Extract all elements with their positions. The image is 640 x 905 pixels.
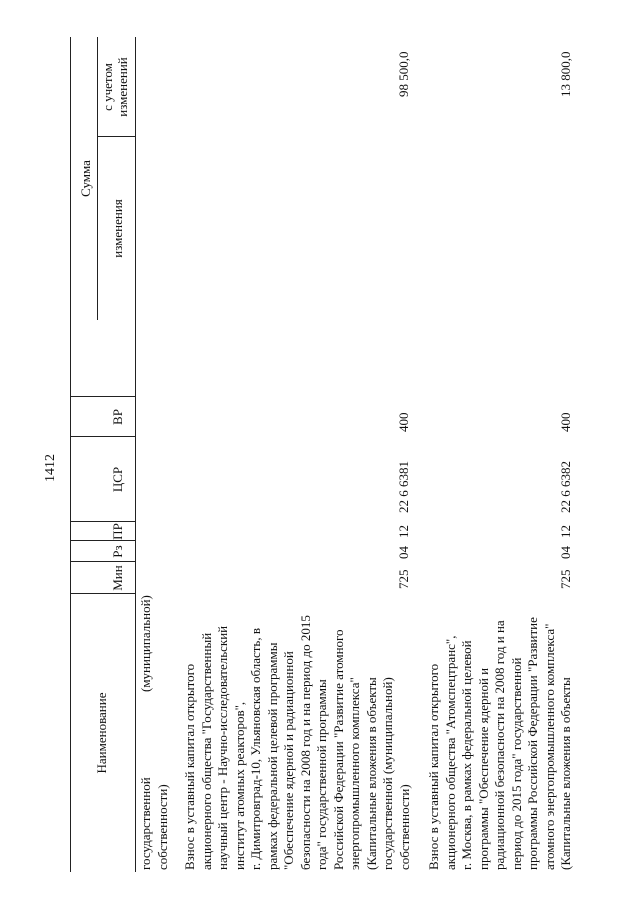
rotated-table-page	[40, 22, 600, 882]
carry-over-line2: собственности)	[155, 784, 170, 870]
row2-line: программы Российской Федерации "Развитие	[525, 617, 540, 870]
row1-min: 725	[396, 569, 411, 589]
sum-subheader-line	[97, 37, 98, 320]
row2-rz: 04	[558, 546, 573, 559]
carry-over-line1-b: (муниципальной)	[138, 595, 153, 692]
header-sum: Сумма	[78, 160, 93, 197]
row1-line: года" государственной программы	[314, 679, 329, 870]
row1-line: г. Димитровград-10, Ульяновская область, в	[248, 627, 263, 870]
row2-line: программы "Обеспечение ядерной и	[475, 667, 491, 870]
row1-vr: 400	[396, 412, 411, 432]
row1-line: институт атомных реакторов",	[231, 701, 247, 870]
table-row-1-name	[182, 595, 413, 870]
row1-line: акционерного общества "Государственный	[198, 632, 214, 870]
header-csr: ЦСР	[110, 466, 125, 493]
row2-min: 725	[558, 569, 573, 589]
row1-line: Российской Федерации "Развитие атомного	[330, 629, 346, 870]
row2-line: г. Москва, в рамках федеральной целевой	[459, 640, 474, 870]
row2-line: период до 2015 года" государственной	[508, 657, 524, 870]
row1-pr: 12	[396, 525, 411, 538]
row1-line: собственности)	[396, 784, 412, 870]
row1-line: безопасности на 2008 год и на период до 2015	[297, 615, 313, 870]
header-rz: Рз	[110, 545, 125, 558]
row2-pr: 12	[558, 525, 573, 538]
header-changes: изменения	[110, 199, 125, 258]
header-with-changes-1: с учетом	[100, 63, 115, 111]
header-pr: ПР	[110, 523, 125, 540]
row2-line: акционерного общества "Атомспецтранс",	[442, 635, 458, 870]
row1-line: Взнос в уставный капитал открытого	[182, 663, 197, 870]
row1-line: энергопромышленного комплекса"	[347, 677, 362, 870]
header-min: Мин	[110, 565, 125, 591]
row1-line: государственной (муниципальной)	[380, 677, 395, 870]
row2-vr: 400	[558, 412, 573, 432]
carry-over-line1-a: государственной	[138, 777, 153, 870]
row2-with-changes: 13 800,0	[558, 51, 573, 97]
row1-rz: 04	[396, 546, 411, 559]
header-vr: ВР	[110, 409, 125, 425]
header-with-changes-2: изменений	[115, 57, 130, 117]
row2-csr: 22 6 6382	[558, 461, 573, 513]
header-name: Наименование	[94, 692, 109, 774]
header-bottom-border	[135, 37, 136, 872]
row1-csr: 22 6 6381	[396, 461, 411, 513]
row1-line: (Капитальные вложения в объекты	[363, 677, 379, 870]
row1-line: "Обеспечение ядерной и радиационной	[281, 651, 296, 870]
page-number: 1412	[43, 454, 58, 482]
row2-line: атомного энергопромышленного комплекса"	[541, 623, 557, 870]
row1-line: рамках федеральной целевой программы	[264, 642, 280, 870]
row1-with-changes: 98 500,0	[396, 51, 411, 97]
row2-line: радиационной безопасности на 2008 год и на	[492, 620, 507, 870]
row2-line: (Капитальные вложения в объекты	[558, 677, 573, 870]
row2-line: Взнос в уставный капитал открытого	[426, 663, 441, 870]
table-row-2-name	[426, 595, 575, 870]
row1-line: научный центр - Научно-исследовательский	[215, 625, 230, 870]
table-top-border	[70, 37, 71, 872]
